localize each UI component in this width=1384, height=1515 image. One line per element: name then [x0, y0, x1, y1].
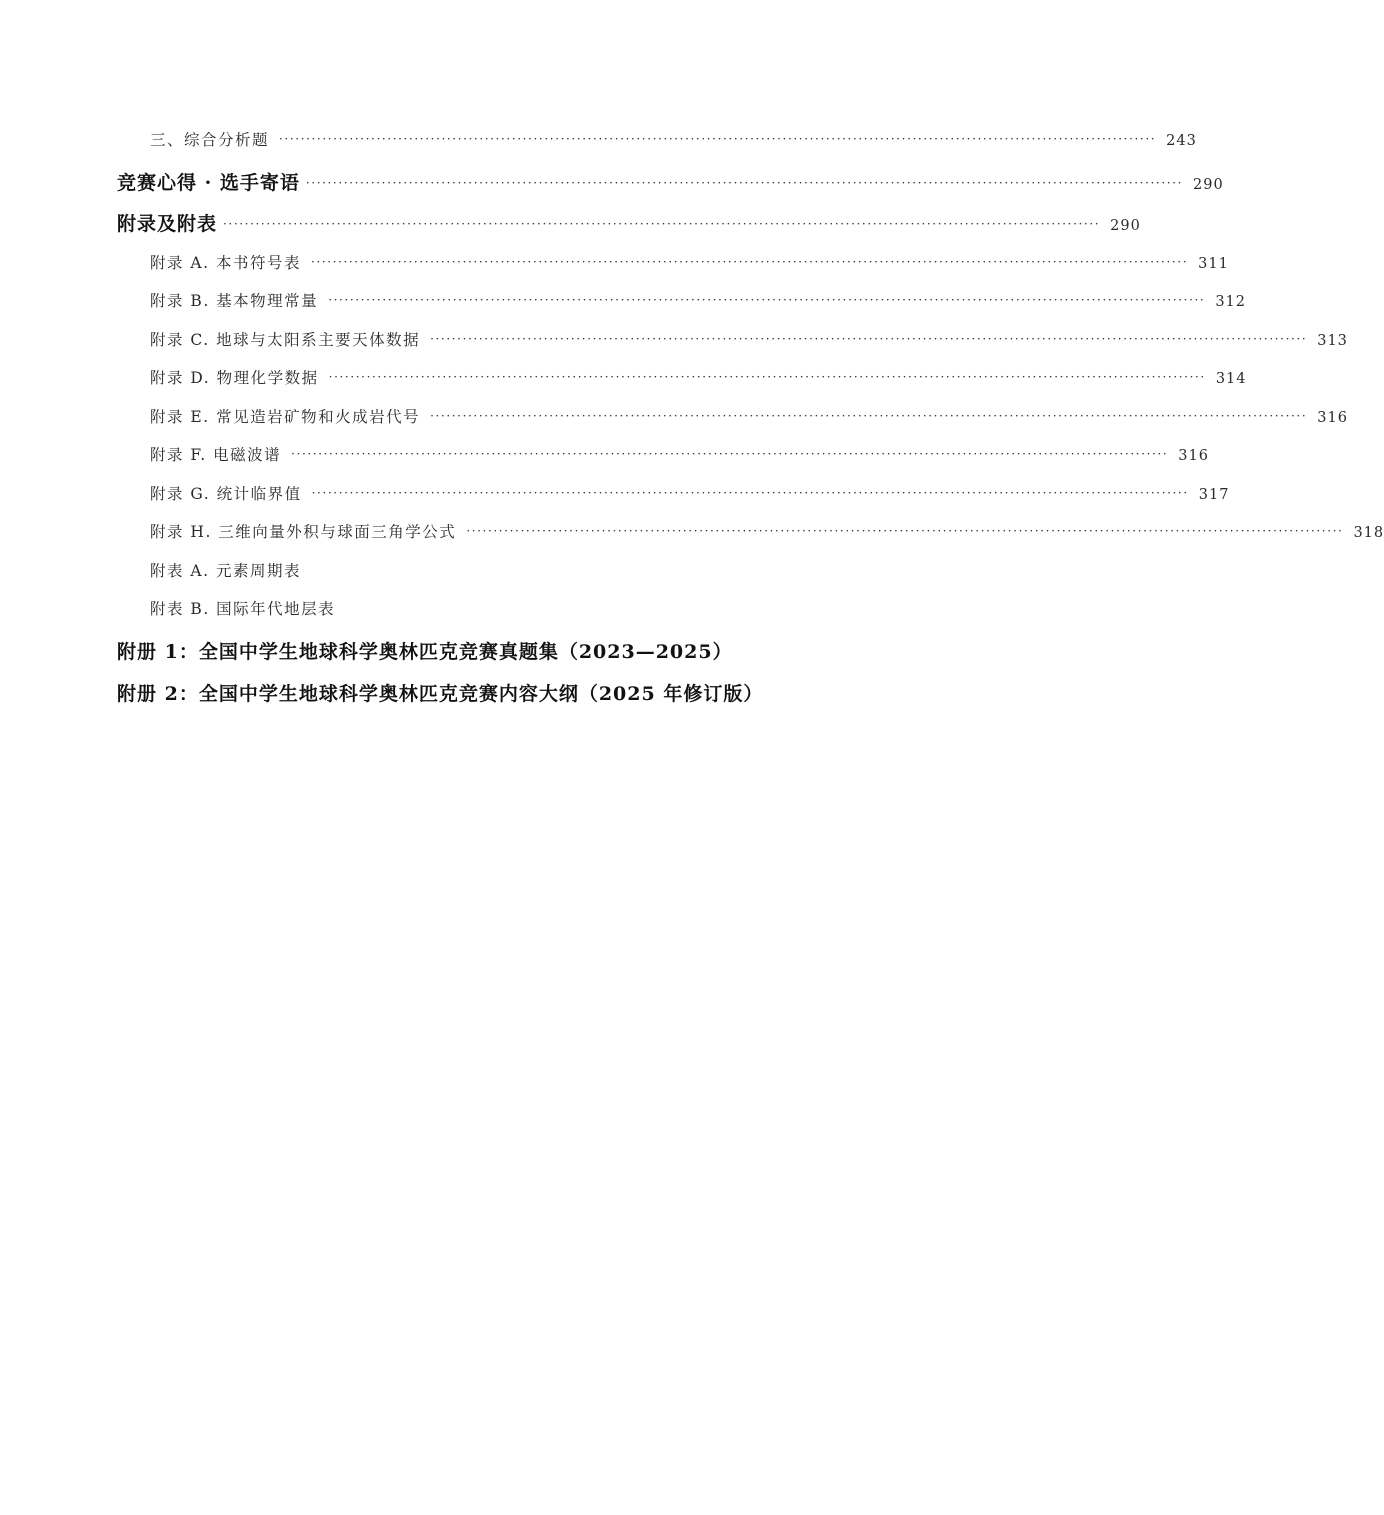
toc-entry-table-b[interactable] — [150, 597, 965, 619]
toc-entry-page: 316 — [1178, 448, 1209, 464]
toc-entry-volume-2[interactable] — [117, 679, 763, 706]
toc-entry-title: 附录 C. 地球与太阳系主要天体数据 — [150, 331, 421, 349]
toc-entry-appendix-a[interactable] — [150, 251, 1229, 273]
toc-entry-title: 附册 2：全国中学生地球科学奥林匹克竞赛内容大纲（2025 年修订版） — [117, 683, 764, 705]
dot-leader: ·································································································································································· — [291, 447, 1169, 461]
dot-leader: ·································································································································································· — [223, 217, 1101, 231]
toc-entry-appendix-c[interactable] — [150, 328, 1348, 350]
dot-leader: ·································································································································································· — [310, 255, 1189, 269]
dot-leader: ·································································································································································· — [279, 132, 1157, 146]
toc-entry-appendix-h[interactable] — [150, 520, 1384, 542]
toc-entry-appendix-g[interactable] — [150, 482, 1230, 504]
dot-leader: ·································································································································································· — [430, 409, 1308, 423]
toc-entry-page: 290 — [1110, 218, 1141, 234]
toc-entry-title: 附录 G. 统计临界值 — [150, 485, 302, 503]
toc-entry-title: 三、综合分析题 — [150, 131, 270, 149]
dot-leader: ·································································································································································· — [328, 370, 1206, 384]
toc-entry-title: 附录 A. 本书符号表 — [150, 254, 301, 272]
toc-entry-title: 附册 1：全国中学生地球科学奥林匹克竞赛真题集（2023—2025） — [117, 641, 733, 663]
toc-entry-page: 317 — [1198, 487, 1230, 503]
toc-entry-page: 311 — [1198, 256, 1229, 272]
toc-entry-title: 附录 H. 三维向量外积与球面三角学公式 — [150, 523, 457, 541]
dot-leader: ·································································································································································· — [328, 293, 1206, 307]
toc-entry-title: 附录 F. 电磁波谱 — [150, 446, 282, 464]
toc-entry-page: 313 — [1317, 333, 1348, 349]
toc-entry-title: 附表 A. 元素周期表 — [150, 562, 301, 580]
toc-entry-appendix-e[interactable] — [150, 405, 1348, 427]
toc-entry-title: 附录 E. 常见造岩矿物和火成岩代号 — [150, 408, 421, 426]
dot-leader: ·································································································································································· — [305, 176, 1183, 190]
toc-entry-page: 290 — [1193, 177, 1224, 193]
toc-entry-title: 附录 B. 基本物理常量 — [150, 292, 319, 310]
toc-entry-appendices[interactable] — [117, 209, 1141, 236]
dot-leader: ·································································································································································· — [466, 524, 1344, 538]
toc-entry-volume-1[interactable] — [117, 637, 733, 664]
toc-entry-title: 附录 D. 物理化学数据 — [150, 369, 319, 387]
toc-entry-title: 附录及附表 — [117, 213, 218, 235]
dot-leader: ·································································································································································· — [311, 486, 1189, 500]
toc-entry-appendix-b[interactable] — [150, 289, 1247, 311]
toc-entry-page: 318 — [1353, 525, 1384, 541]
toc-entry-title: 附表 B. 国际年代地层表 — [150, 600, 336, 618]
toc-entry-appendix-d[interactable] — [150, 366, 1247, 388]
toc-entry-page: 314 — [1215, 371, 1247, 387]
dot-leader: ·································································································································································· — [430, 332, 1308, 346]
toc-entry-comprehensive-analysis[interactable] — [150, 128, 1197, 150]
toc-entry-page: 243 — [1166, 133, 1197, 149]
toc-entry-table-a[interactable] — [150, 559, 965, 581]
toc-entry-page: 312 — [1215, 294, 1247, 310]
toc-entry-title: 竞赛心得 · 选手寄语 — [117, 172, 300, 194]
toc-entry-competition-experience[interactable] — [117, 168, 1224, 195]
toc-entry-appendix-f[interactable] — [150, 443, 1209, 465]
toc-entry-page: 316 — [1317, 410, 1348, 426]
